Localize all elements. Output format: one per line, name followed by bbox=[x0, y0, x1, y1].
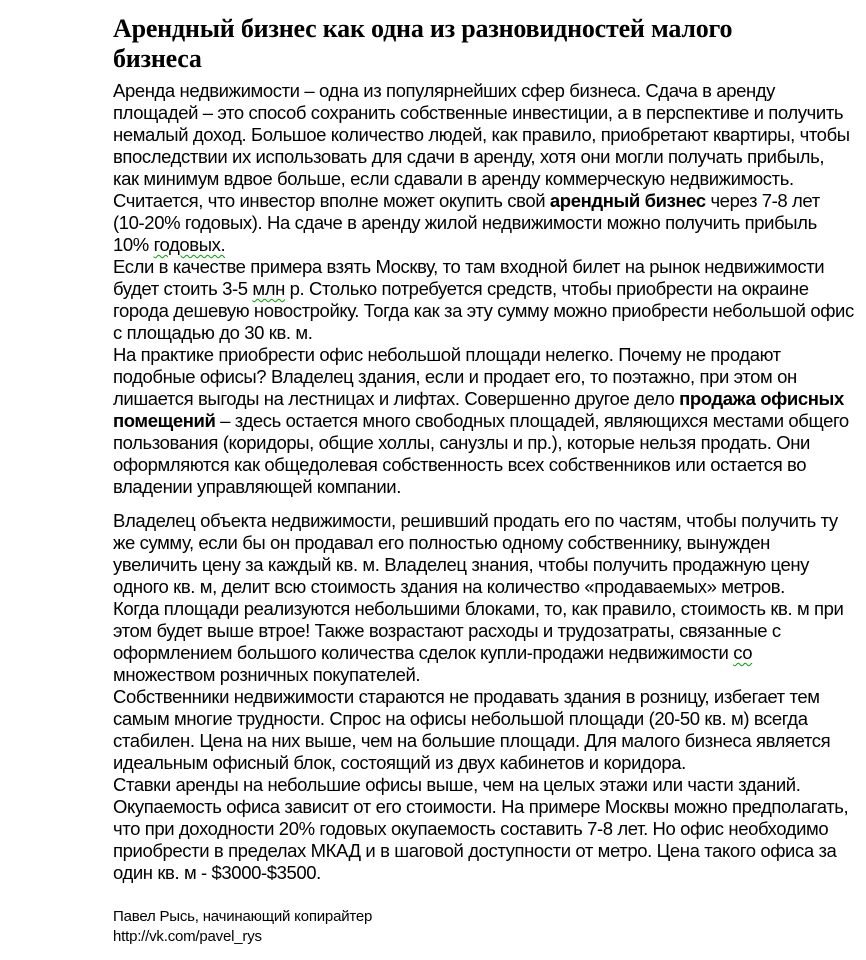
document-title: Арендный бизнес как одна из разновидностей малого бизнеса bbox=[113, 14, 733, 73]
text-run: через 7-8 лет (10-20% годовых). На сдаче в аренду жилой недвижимости можно получить прибыль 10% bbox=[113, 190, 820, 255]
paragraph bbox=[113, 344, 854, 498]
spellcheck-underlined-word: годовых. bbox=[153, 234, 226, 255]
text-run: Если в качестве примера взять Москву, то там входной билет на рынок недвижимости будет стоить 3-5 bbox=[113, 256, 825, 299]
paragraph bbox=[113, 190, 854, 256]
document-footer bbox=[113, 907, 854, 947]
paragraph bbox=[113, 80, 854, 190]
text-run: Владелец объекта недвижимости, решивший продать его по частям, чтобы получить ту же сумму, если бы он продавал его полностью одному собственнику, вынужден увеличить цену за каждый кв. м. Владелец знания, чтобы получить продажную цену одного кв. м, делит всю стоимость здания на количество «продаваемых» метров. bbox=[113, 510, 838, 597]
bold-text-run: продажа офисных помещений bbox=[113, 388, 844, 431]
paragraph bbox=[113, 686, 854, 774]
text-run: Ставки аренды на небольшие офисы выше, чем на целых этажи или части зданий. bbox=[113, 774, 801, 795]
paragraph bbox=[113, 598, 854, 686]
text-run: Аренда недвижимости – одна из популярнейших сфер бизнеса. Сдача в аренду площадей – это способ сохранить собственные инвестиции, а в перспективе и получить немалый доход. Большое количество людей, как правило, приобретают квартиры, чтобы впоследствии их использовать для сдачи в аренду, хотя они могли получать прибыль, как минимум вдвое больше, если сдавали в аренду коммерческую недвижимость. bbox=[113, 80, 850, 189]
spellcheck-underlined-word: млн bbox=[252, 278, 285, 299]
document-body bbox=[113, 80, 854, 884]
paragraph bbox=[113, 774, 854, 796]
text-run: множеством розничных покупателей. bbox=[113, 664, 421, 685]
author-line: Павел Рысь, начинающий копирайтер bbox=[113, 908, 373, 925]
text-run: р. Столько потребуется средств, чтобы приобрести на окраине города дешевую новостройку. Тогда как за эту сумму можно приобрести небольшой офис с площадью до 30 кв. м. bbox=[113, 278, 854, 343]
text-run: Собственники недвижимости стараются не продавать здания в розницу, избегает тем самым многие трудности. Спрос на офисы небольшой площади (20-50 кв. м) всегда стабилен. Цена на них выше, чем на большие площади. Для малого бизнеса является идеальным офисный блок, состоящий из двух кабинетов и коридора. bbox=[113, 686, 831, 773]
spellcheck-underlined-word: со bbox=[733, 642, 753, 663]
paragraph bbox=[113, 510, 854, 598]
text-run: Считается, что инвестор вполне может окупить свой bbox=[113, 190, 550, 211]
text-run: – здесь остается много свободных площадей, являющихся местами общего пользования (коридоры, общие холлы, санузлы и пр.), которые нельзя продать. Они оформляются как общедолевая собственность всех собственников или остается во владении управляющей компании. bbox=[113, 410, 849, 497]
text-run: Когда площади реализуются небольшими блоками, то, как правило, стоимость кв. м при этом будет выше втрое! Также возрастают расходы и трудозатраты, связанные с оформлением большого количества сделок купли-продажи недвижимости bbox=[113, 598, 844, 663]
paragraph bbox=[113, 796, 854, 884]
text-run: На практике приобрести офис небольшой площади нелегко. Почему не продают подобные офисы? Владелец здания, если и продает его, то поэтажно, при этом он лишается выгоды на лестницах и лифтах. Совершенно другое дело bbox=[113, 344, 797, 409]
author-url: http://vk.com/pavel_rys bbox=[113, 928, 262, 945]
text-run: Окупаемость офиса зависит от его стоимости. На примере Москвы можно предполагать, что при доходности 20% годовых окупаемость составить 7-8 лет. Но офис необходимо приобрести в пределах МКАД и в шаговой доступности от метро. Цена такого офиса за один кв. м - $3000-$3500. bbox=[113, 796, 849, 883]
bold-text-run: арендный бизнес bbox=[549, 190, 706, 211]
paragraph bbox=[113, 256, 854, 344]
